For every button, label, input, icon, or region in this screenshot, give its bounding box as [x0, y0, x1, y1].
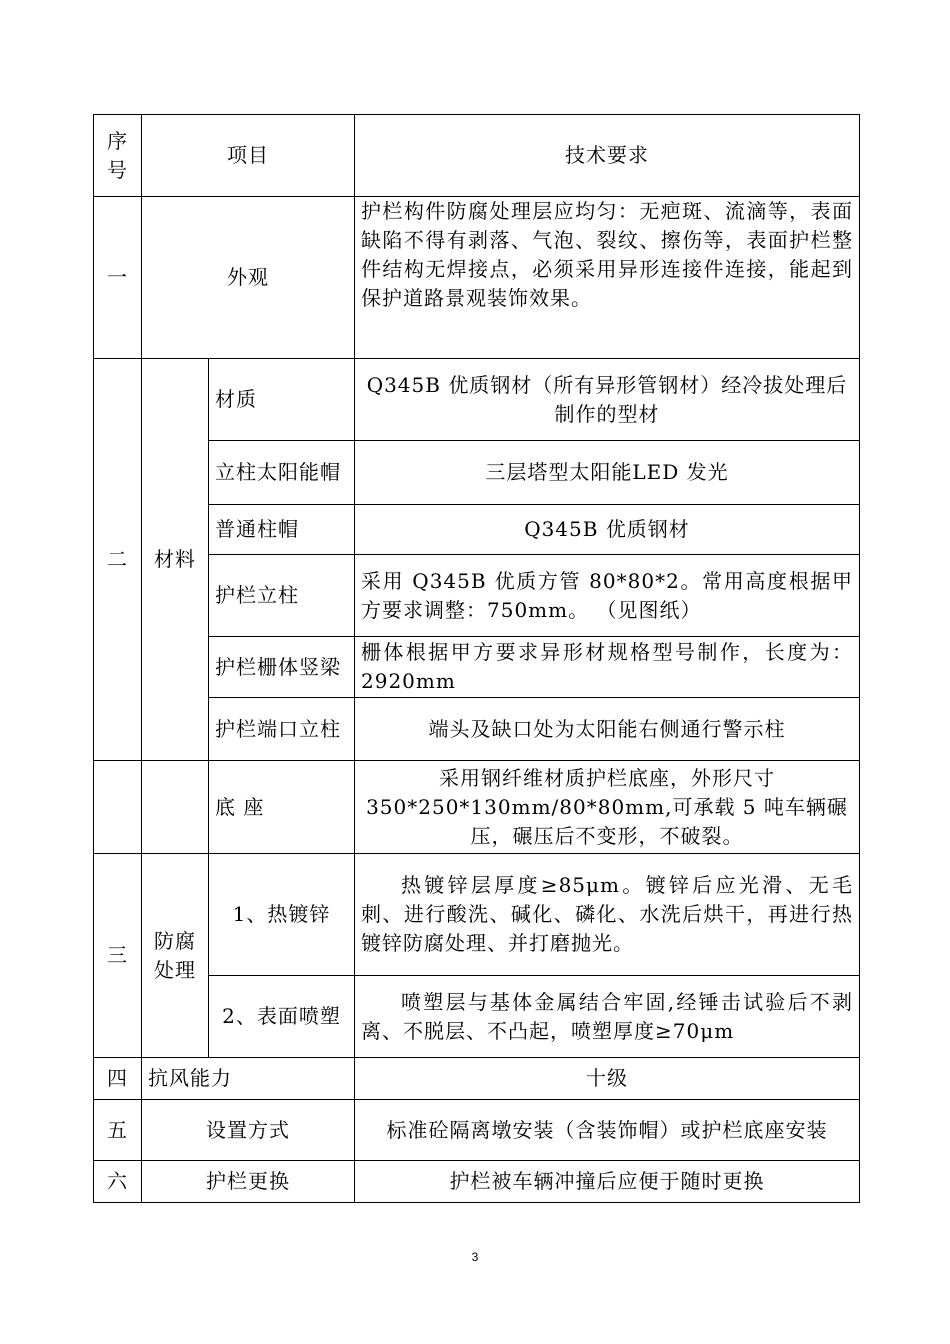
row-item: 普通柱帽: [209, 505, 355, 555]
table-row: [94, 698, 860, 761]
row-item: 底 座: [209, 761, 355, 854]
row-item: 护栏更换: [142, 1161, 355, 1203]
row-req: 热镀锌层厚度≥85μm。镀锌后应光滑、无毛刺、进行酸洗、碱化、磷化、水洗后烘干，再进行热镀锌防腐处理、并打磨抛光。: [355, 854, 860, 976]
row-seq: 六: [94, 1161, 142, 1203]
row-group: 防腐处理: [142, 854, 209, 1058]
table-header-row: [94, 115, 860, 197]
spec-table: [93, 114, 860, 1203]
row-seq: 一: [94, 197, 142, 359]
row-item: 护栏立柱: [209, 555, 355, 637]
header-item: 项目: [142, 115, 355, 197]
table-row: [94, 1100, 860, 1161]
row-req: 三层塔型太阳能LED 发光: [355, 441, 860, 505]
row-req: 端头及缺口处为太阳能右侧通行警示柱: [355, 698, 860, 761]
row-item: 设置方式: [142, 1100, 355, 1161]
row-seq: 四: [94, 1058, 142, 1100]
row-seq: [94, 761, 142, 854]
row-item: 外观: [142, 197, 355, 359]
row-seq: 五: [94, 1100, 142, 1161]
table-row: [94, 555, 860, 637]
row-req: 采用 Q345B 优质方管 80*80*2。常用高度根据甲方要求调整：750mm。 （见图纸）: [355, 555, 860, 637]
row-req: 喷塑层与基体金属结合牢固,经锤击试验后不剥离、不脱层、不凸起，喷塑厚度≥70μm: [355, 976, 860, 1058]
table-row: [94, 441, 860, 505]
table-row: [94, 505, 860, 555]
row-req: Q345B 优质钢材（所有异形管钢材）经冷拔处理后制作的型材: [355, 359, 860, 441]
table-row: [94, 976, 860, 1058]
row-item: 护栏栅体竖梁: [209, 637, 355, 698]
row-item: 1、热镀锌: [209, 854, 355, 976]
row-req: 护栏构件防腐处理层应均匀：无疤斑、流滴等，表面缺陷不得有剥落、气泡、裂纹、擦伤等，表面护栏整件结构无焊接点，必须采用异形连接件连接，能起到保护道路景观装饰效果。: [355, 197, 860, 359]
header-seq: 序号: [94, 115, 142, 197]
table-row: [94, 1161, 860, 1203]
row-req: 十级: [355, 1058, 860, 1100]
table-row: [94, 197, 860, 359]
table-row: [94, 1058, 860, 1100]
row-group: 材料: [142, 359, 209, 761]
row-item: 2、表面喷塑: [209, 976, 355, 1058]
row-req: Q345B 优质钢材: [355, 505, 860, 555]
table-row: [94, 854, 860, 976]
row-seq: 三: [94, 854, 142, 1058]
row-item: 抗风能力: [142, 1058, 355, 1100]
row-item: 材质: [209, 359, 355, 441]
row-item: 立柱太阳能帽: [209, 441, 355, 505]
row-req: 采用钢纤维材质护栏底座，外形尺寸350*250*130mm/80*80mm,可承载 5 吨车辆碾压，碾压后不变形，不破裂。: [355, 761, 860, 854]
table-row: [94, 761, 860, 854]
table-row: [94, 359, 860, 441]
row-seq: 二: [94, 359, 142, 761]
row-req: 护栏被车辆冲撞后应便于随时更换: [355, 1161, 860, 1203]
row-req: 栅体根据甲方要求异形材规格型号制作，长度为：2920mm: [355, 637, 860, 698]
row-req: 标准砼隔离墩安装（含装饰帽）或护栏底座安装: [355, 1100, 860, 1161]
header-req: 技术要求: [355, 115, 860, 197]
page-number: 3: [471, 1250, 479, 1264]
table-row: [94, 637, 860, 698]
row-item: 护栏端口立柱: [209, 698, 355, 761]
row-group: [142, 761, 209, 854]
